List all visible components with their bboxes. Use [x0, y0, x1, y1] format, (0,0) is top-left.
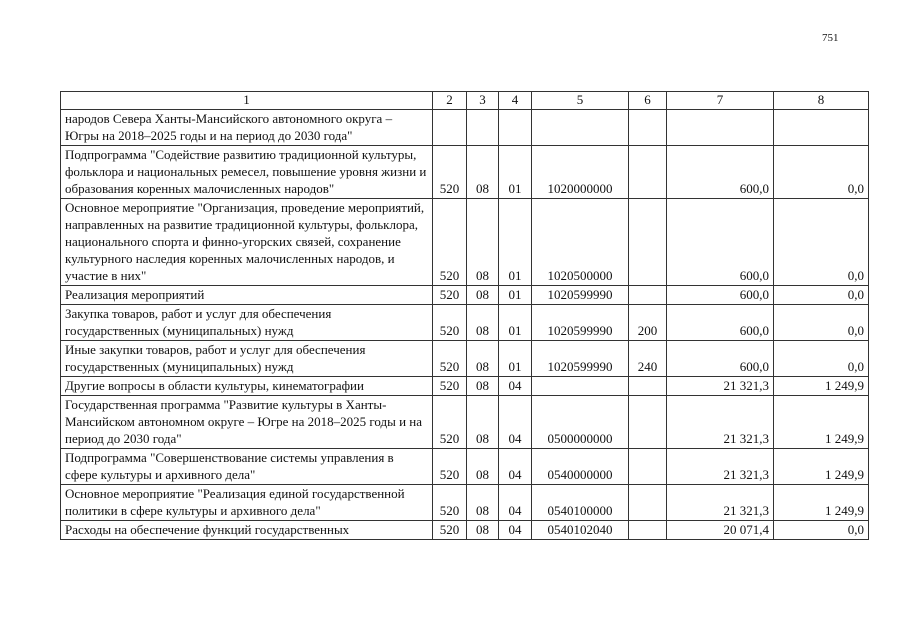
amount-total: 20 071,4	[667, 521, 774, 540]
ministry-code: 520	[433, 377, 467, 396]
target-article: 1020000000	[532, 146, 629, 199]
row-name: народов Севера Ханты-Мансийского автономного округа – Югры на 2018–2025 годы и на период до 2030 года"	[61, 110, 433, 146]
ministry-code: 520	[433, 485, 467, 521]
subsection-code: 01	[499, 146, 532, 199]
page-number: 751	[822, 32, 839, 44]
target-article: 0540000000	[532, 449, 629, 485]
target-article: 0500000000	[532, 396, 629, 449]
section-code: 08	[467, 305, 499, 341]
ministry-code: 520	[433, 521, 467, 540]
ministry-code: 520	[433, 146, 467, 199]
expense-type	[629, 286, 667, 305]
table-row	[61, 199, 869, 286]
target-article: 0540102040	[532, 521, 629, 540]
ministry-code: 520	[433, 449, 467, 485]
section-code	[467, 110, 499, 146]
amount-subvention: 0,0	[774, 521, 869, 540]
section-code: 08	[467, 199, 499, 286]
subsection-code: 01	[499, 341, 532, 377]
section-code: 08	[467, 286, 499, 305]
section-code: 08	[467, 341, 499, 377]
subsection-code: 01	[499, 199, 532, 286]
section-code: 08	[467, 521, 499, 540]
amount-total: 21 321,3	[667, 377, 774, 396]
table-row	[61, 396, 869, 449]
section-code: 08	[467, 146, 499, 199]
expense-type: 200	[629, 305, 667, 341]
header-cell: 3	[467, 92, 499, 110]
section-code: 08	[467, 485, 499, 521]
row-name: Другие вопросы в области культуры, кинематографии	[61, 377, 433, 396]
row-name: Подпрограмма "Содействие развитию традиционной культуры, фольклора и национальных ремесел, повышение уровня жизни и образования коренных малочисленных народов"	[61, 146, 433, 199]
table-row	[61, 521, 869, 540]
target-article	[532, 377, 629, 396]
expense-type	[629, 377, 667, 396]
amount-total	[667, 110, 774, 146]
subsection-code: 04	[499, 449, 532, 485]
expense-type	[629, 521, 667, 540]
header-row	[61, 92, 869, 110]
expense-type	[629, 199, 667, 286]
amount-total: 600,0	[667, 286, 774, 305]
target-article: 1020599990	[532, 341, 629, 377]
table-row	[61, 305, 869, 341]
amount-subvention: 1 249,9	[774, 485, 869, 521]
amount-total: 21 321,3	[667, 485, 774, 521]
subsection-code: 01	[499, 286, 532, 305]
amount-subvention: 1 249,9	[774, 396, 869, 449]
table-row	[61, 377, 869, 396]
section-code: 08	[467, 396, 499, 449]
table-row	[61, 286, 869, 305]
expense-type: 240	[629, 341, 667, 377]
target-article: 1020500000	[532, 199, 629, 286]
target-article: 0540100000	[532, 485, 629, 521]
subsection-code: 04	[499, 396, 532, 449]
header-cell: 4	[499, 92, 532, 110]
row-name: Закупка товаров, работ и услуг для обеспечения государственных (муниципальных) нужд	[61, 305, 433, 341]
ministry-code: 520	[433, 396, 467, 449]
amount-total: 600,0	[667, 146, 774, 199]
budget-table	[60, 91, 869, 540]
row-name: Основное мероприятие "Организация, проведение мероприятий, направленных на развитие традиционной культуры, фольклора, национального спорта и финно-угорских связей, сохранение культурного наследия коренных малочисленных народов, и участие в них"	[61, 199, 433, 286]
header-cell: 8	[774, 92, 869, 110]
row-name: Расходы на обеспечение функций государственных	[61, 521, 433, 540]
ministry-code: 520	[433, 199, 467, 286]
expense-type	[629, 396, 667, 449]
row-name: Реализация мероприятий	[61, 286, 433, 305]
target-article	[532, 110, 629, 146]
expense-type	[629, 449, 667, 485]
table-row	[61, 110, 869, 146]
ministry-code: 520	[433, 341, 467, 377]
amount-total: 600,0	[667, 305, 774, 341]
expense-type	[629, 146, 667, 199]
amount-subvention: 1 249,9	[774, 377, 869, 396]
expense-type	[629, 485, 667, 521]
amount-total: 21 321,3	[667, 449, 774, 485]
table-row	[61, 146, 869, 199]
amount-subvention: 0,0	[774, 199, 869, 286]
amount-subvention: 0,0	[774, 341, 869, 377]
subsection-code: 04	[499, 485, 532, 521]
row-name: Иные закупки товаров, работ и услуг для обеспечения государственных (муниципальных) нужд	[61, 341, 433, 377]
header-cell: 1	[61, 92, 433, 110]
ministry-code	[433, 110, 467, 146]
section-code: 08	[467, 449, 499, 485]
ministry-code: 520	[433, 305, 467, 341]
target-article: 1020599990	[532, 286, 629, 305]
header-cell: 2	[433, 92, 467, 110]
subsection-code	[499, 110, 532, 146]
header-cell: 5	[532, 92, 629, 110]
amount-total: 600,0	[667, 341, 774, 377]
amount-total: 600,0	[667, 199, 774, 286]
amount-subvention: 0,0	[774, 305, 869, 341]
row-name: Основное мероприятие "Реализация единой государственной политики в сфере культуры и архивного дела"	[61, 485, 433, 521]
subsection-code: 04	[499, 521, 532, 540]
expense-type	[629, 110, 667, 146]
subsection-code: 01	[499, 305, 532, 341]
amount-subvention: 0,0	[774, 146, 869, 199]
table-row	[61, 449, 869, 485]
section-code: 08	[467, 377, 499, 396]
amount-subvention: 1 249,9	[774, 449, 869, 485]
amount-subvention: 0,0	[774, 286, 869, 305]
target-article: 1020599990	[532, 305, 629, 341]
ministry-code: 520	[433, 286, 467, 305]
amount-subvention	[774, 110, 869, 146]
header-cell: 7	[667, 92, 774, 110]
row-name: Подпрограмма "Совершенствование системы управления в сфере культуры и архивного дела"	[61, 449, 433, 485]
header-cell: 6	[629, 92, 667, 110]
subsection-code: 04	[499, 377, 532, 396]
table-row	[61, 485, 869, 521]
table-row	[61, 341, 869, 377]
amount-total: 21 321,3	[667, 396, 774, 449]
row-name: Государственная программа "Развитие культуры в Ханты-Мансийском автономном округе – Югре на 2018–2025 годы и на период до 2030 года"	[61, 396, 433, 449]
